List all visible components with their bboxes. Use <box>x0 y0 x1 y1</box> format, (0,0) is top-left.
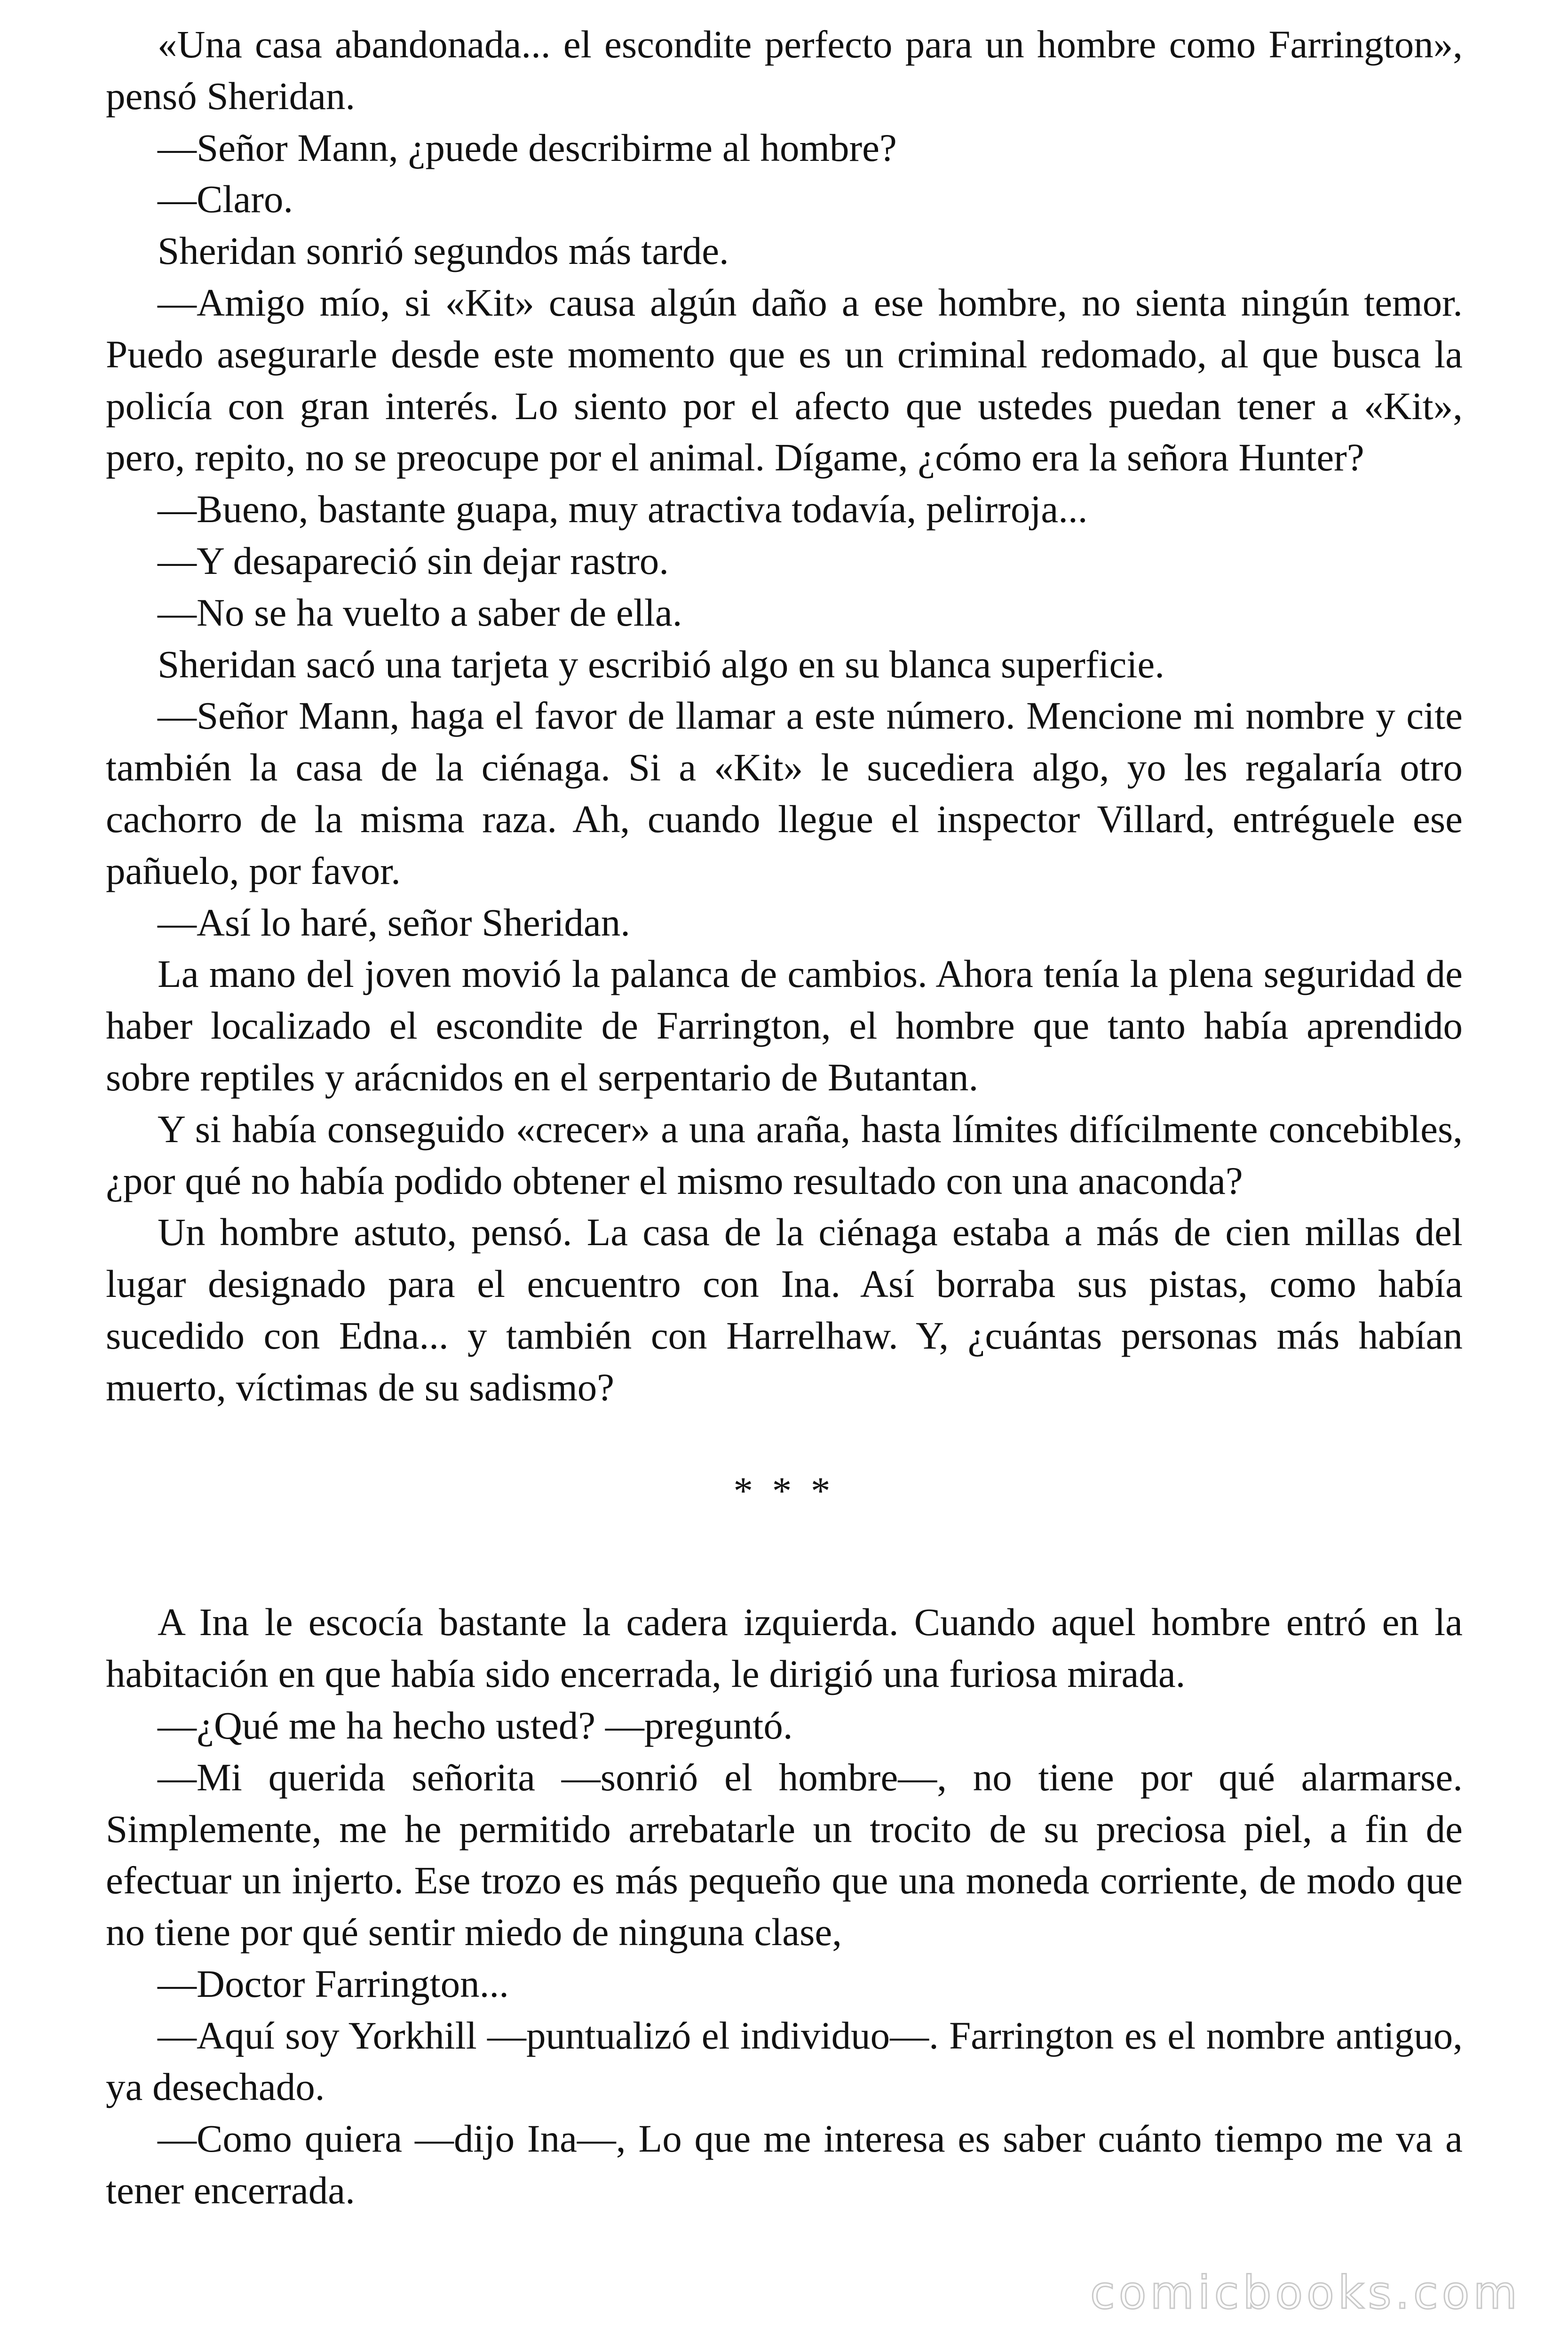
paragraph: —Bueno, bastante guapa, muy atractiva todavía, pelirroja... <box>158 487 1088 531</box>
paragraph: Sheridan sonrió segundos más tarde. <box>158 229 729 273</box>
paragraph: —Aquí soy Yorkhill —puntualizó el individuo—. Farrington es el nombre antiguo, ya desechado. <box>106 2013 1463 2109</box>
paragraph: —Amigo mío, si «Kit» causa algún daño a ese hombre, no sienta ningún temor. Puedo asegurarle desde este momento que es un criminal redomado, al que busca la policía con gran interés. Lo siento por el afecto que ustedes puedan tener a «Kit», pero, repito, no se preocupe por el animal. Dígame, ¿cómo era la señora Hunter? <box>106 280 1463 479</box>
paragraph: Sheridan sacó una tarjeta y escribió algo en su blanca superficie. <box>158 642 1165 686</box>
paragraph: A Ina le escocía bastante la cadera izquierda. Cuando aquel hombre entró en la habitación en que había sido encerrada, le dirigió una furiosa mirada. <box>106 1600 1463 1696</box>
paragraph: —Doctor Farrington... <box>158 1962 509 2005</box>
paragraph: —Claro. <box>158 177 293 221</box>
paragraph: Un hombre astuto, pensó. La casa de la ciénaga estaba a más de cien millas del lugar designado para el encuentro con Ina. Así borraba sus pistas, como había sucedido con Edna... y también con Harrelhaw. Y, ¿cuántas personas más habían muerto, víctimas de su sadismo? <box>106 1210 1463 1409</box>
paragraph: —Y desapareció sin dejar rastro. <box>158 539 669 582</box>
paragraph: —No se ha vuelto a saber de ella. <box>158 590 682 634</box>
page-text <box>106 19 1463 2217</box>
paragraph: —Señor Mann, ¿puede describirme al hombre? <box>158 126 897 169</box>
paragraph: —Señor Mann, haga el favor de llamar a este número. Mencione mi nombre y cite también la casa de la ciénaga. Si a «Kit» le sucediera algo, yo les regalaría otro cachorro de la misma raza. Ah, cuando llegue el inspector Villard, entréguele ese pañuelo, por favor. <box>106 694 1463 892</box>
paragraph: «Una casa abandonada... el escondite perfecto para un hombre como Farrington», pensó Sheridan. <box>106 23 1463 118</box>
paragraph: —Como quiera —dijo Ina—, Lo que me interesa es saber cuánto tiempo me va a tener encerrada. <box>106 2117 1463 2212</box>
scene-break: * * * <box>733 1469 835 1512</box>
section-after-break <box>106 1597 1463 2217</box>
section-before-break <box>106 19 1463 1414</box>
paragraph: —Así lo haré, señor Sheridan. <box>158 900 630 944</box>
paragraph: Y si había conseguido «crecer» a una araña, hasta límites difícilmente concebibles, ¿por qué no había podido obtener el mismo resultado con una anaconda? <box>106 1107 1463 1202</box>
paragraph: —¿Qué me ha hecho usted? —preguntó. <box>158 1703 793 1747</box>
paragraph: —Mi querida señorita —sonrió el hombre—, no tiene por qué alarmarse. Simplemente, me he permitido arrebatarle un trocito de su preciosa piel, a fin de efectuar un injerto. Ese trozo es más pequeño que una moneda corriente, de modo que no tiene por qué sentir miedo de ninguna clase, <box>106 1755 1463 1954</box>
watermark: comicbooks.com <box>1090 2266 1521 2319</box>
paragraph: La mano del joven movió la palanca de cambios. Ahora tenía la plena seguridad de haber localizado el escondite de Farrington, el hombre que tanto había aprendido sobre reptiles y arácnidos en el serpentario de Butantan. <box>106 952 1463 1099</box>
